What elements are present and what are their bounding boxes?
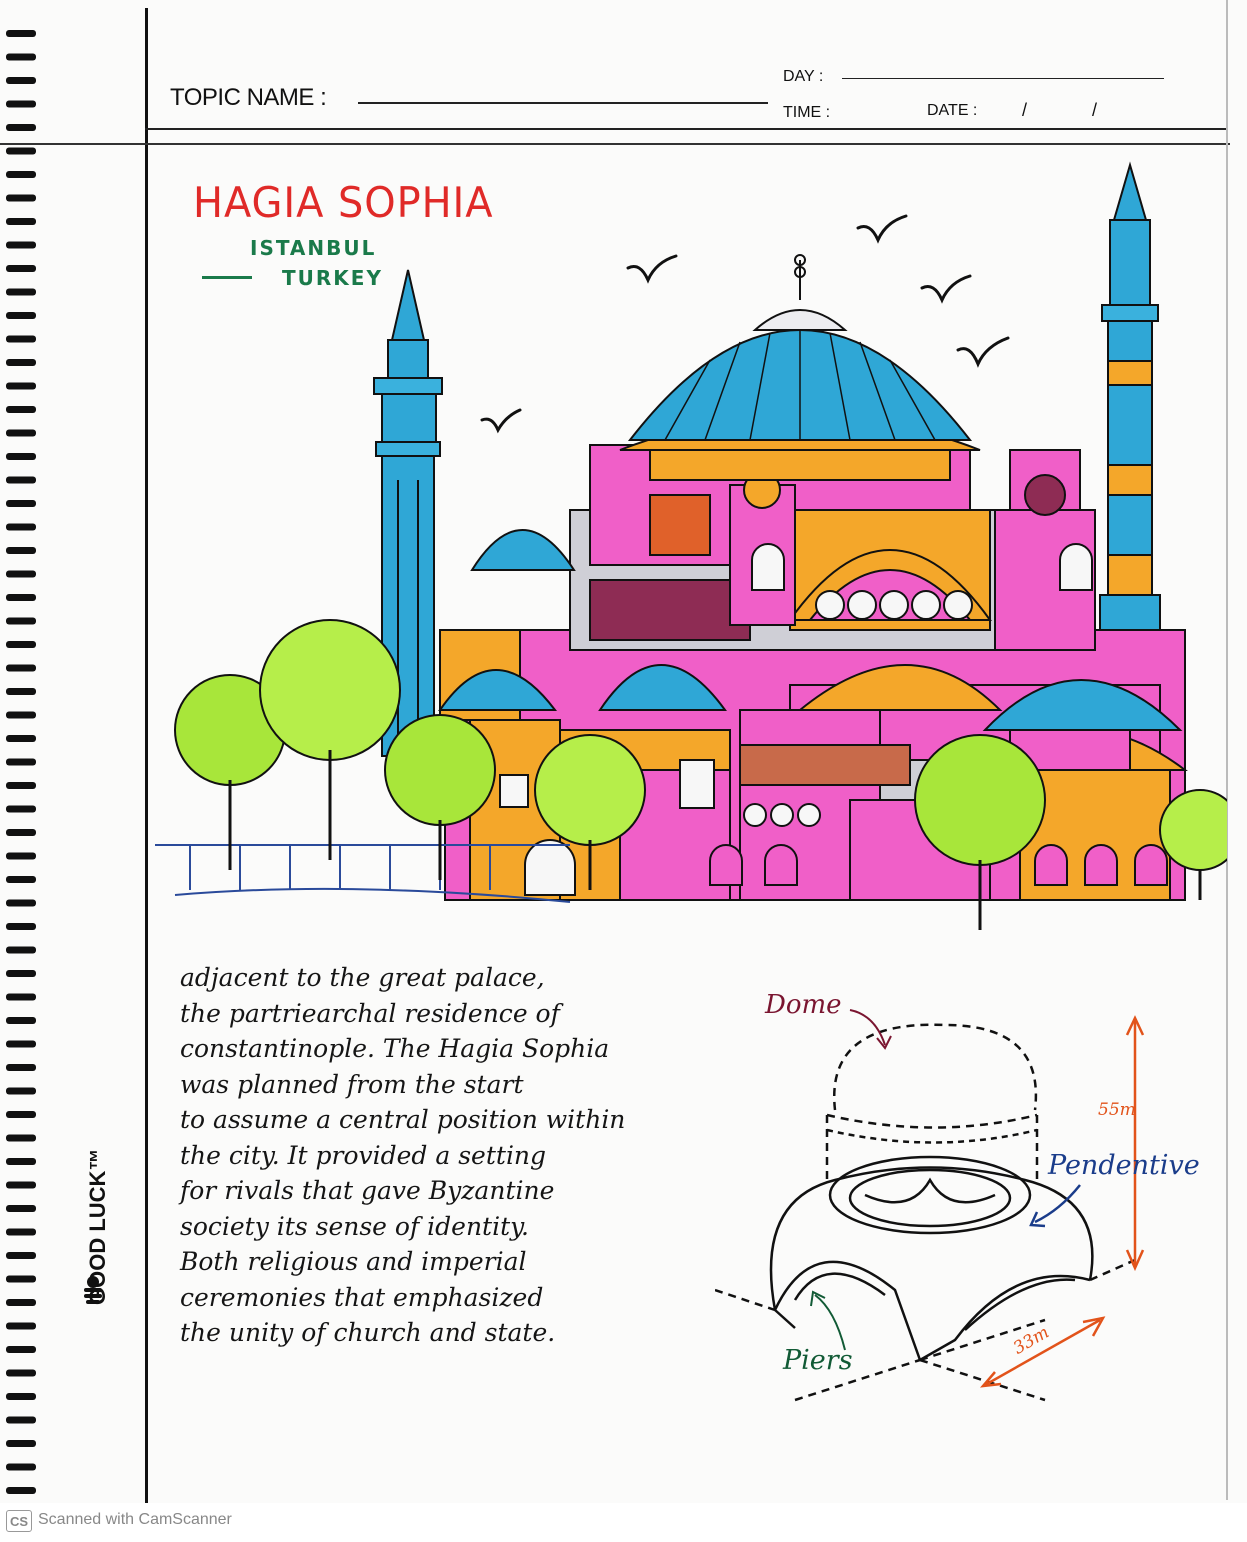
spiral-coil <box>6 101 36 108</box>
spiral-coil <box>6 1370 36 1377</box>
spiral-coil <box>6 242 36 249</box>
main-building <box>440 445 1185 900</box>
text-line: Both religious and imperial <box>180 1247 527 1276</box>
location-country: TURKEY <box>282 266 383 290</box>
spiral-coil <box>6 1041 36 1048</box>
spiral-coil <box>6 782 36 789</box>
right-minaret <box>1096 165 1164 660</box>
text-line: the city. It provided a setting <box>180 1140 547 1170</box>
camscanner-logo-icon: CS <box>6 1510 32 1532</box>
date-slash: / <box>1022 100 1028 120</box>
location-city: ISTANBUL <box>250 236 377 260</box>
spiral-coil <box>6 1064 36 1071</box>
spiral-coil <box>6 1017 36 1024</box>
spiral-coil <box>6 994 36 1001</box>
main-dome <box>620 255 980 480</box>
spiral-coil <box>6 289 36 296</box>
width-label: 33m <box>1010 1322 1053 1359</box>
date-label: DATE : <box>927 102 978 119</box>
spiral-coil <box>6 171 36 178</box>
spiral-coil <box>6 1346 36 1353</box>
spiral-coil <box>6 1182 36 1189</box>
spiral-coil <box>6 265 36 272</box>
spiral-coil <box>6 900 36 907</box>
spiral-coil <box>6 594 36 601</box>
spiral-coil <box>6 1464 36 1471</box>
spiral-coil <box>6 853 36 860</box>
spiral-coil <box>6 477 36 484</box>
spiral-coil <box>6 1299 36 1306</box>
height-label: 55m <box>1098 1100 1136 1120</box>
spiral-coil <box>6 1111 36 1118</box>
spiral-coil <box>6 218 36 225</box>
text-line: society its sense of identity. <box>180 1211 529 1241</box>
topic-name-label: TOPIC NAME : <box>170 84 327 111</box>
text-line: ceremonies that emphasized <box>180 1282 544 1312</box>
spiral-coil <box>6 1088 36 1095</box>
text-line: to assume a central position within <box>180 1105 626 1134</box>
spiral-coil <box>6 430 36 437</box>
spiral-coil <box>6 124 36 131</box>
spiral-coil <box>6 195 36 202</box>
spiral-coil <box>6 1205 36 1212</box>
page-title: HAGIA SOPHIA <box>193 178 494 227</box>
spiral-coil <box>6 947 36 954</box>
piers-label: Piers <box>783 1345 853 1376</box>
spiral-coil <box>6 712 36 719</box>
spiral-coil <box>6 1135 36 1142</box>
spiral-coil <box>6 524 36 531</box>
spiral-coil <box>6 77 36 84</box>
spiral-coil <box>6 829 36 836</box>
text-line: was planned from the start <box>180 1069 524 1099</box>
text-line: the unity of church and state. <box>180 1318 556 1347</box>
spiral-coil <box>6 336 36 343</box>
spiral-coil <box>6 312 36 319</box>
brand-logo: GOOD LUCK™ <box>85 1148 110 1305</box>
spiral-coil <box>6 1440 36 1447</box>
day-field[interactable] <box>842 78 1164 79</box>
text-line: for rivals that gave Byzantine <box>180 1176 555 1205</box>
spiral-coil <box>6 1276 36 1283</box>
spiral-coil <box>6 970 36 977</box>
date-slash: / <box>1092 100 1098 120</box>
spiral-coil <box>6 806 36 813</box>
text-line: constantinople. The Hagia Sophia <box>180 1034 610 1063</box>
scan-watermark: Scanned with CamScanner <box>38 1511 232 1528</box>
spiral-coil <box>6 1252 36 1259</box>
day-label: DAY : <box>783 68 824 85</box>
spiral-coil <box>6 1229 36 1236</box>
spiral-coil <box>6 1417 36 1424</box>
topic-name-field[interactable] <box>358 102 768 104</box>
dome-label: Dome <box>765 990 842 1020</box>
handwritten-paragraph <box>180 960 780 1351</box>
content-rule <box>0 143 1230 145</box>
spiral-coil <box>6 500 36 507</box>
spiral-coil <box>6 688 36 695</box>
spiral-coil <box>6 453 36 460</box>
time-label: TIME : <box>783 104 831 121</box>
spiral-coil <box>6 571 36 578</box>
header-rule <box>145 128 1227 130</box>
spiral-coil <box>6 1158 36 1165</box>
margin-line <box>145 8 148 1503</box>
spiral-coil <box>6 876 36 883</box>
text-line: the partriearchal residence of <box>180 998 560 1028</box>
spiral-coil <box>6 30 36 37</box>
spiral-coil <box>6 665 36 672</box>
spiral-binding <box>0 0 48 1510</box>
spiral-coil <box>6 759 36 766</box>
spiral-coil <box>6 1487 36 1494</box>
spiral-coil <box>6 735 36 742</box>
text-line: adjacent to the great palace, <box>180 963 545 992</box>
spiral-coil <box>6 148 36 155</box>
spiral-coil <box>6 1393 36 1400</box>
spiral-coil <box>6 54 36 61</box>
spiral-coil <box>6 547 36 554</box>
spiral-coil <box>6 618 36 625</box>
spiral-coil <box>6 923 36 930</box>
pendentive-label: Pendentive <box>1048 1150 1200 1181</box>
spiral-coil <box>6 406 36 413</box>
spiral-coil <box>6 383 36 390</box>
spiral-coil <box>6 1323 36 1330</box>
spiral-coil <box>6 359 36 366</box>
spiral-coil <box>6 641 36 648</box>
location-dash <box>202 276 252 279</box>
